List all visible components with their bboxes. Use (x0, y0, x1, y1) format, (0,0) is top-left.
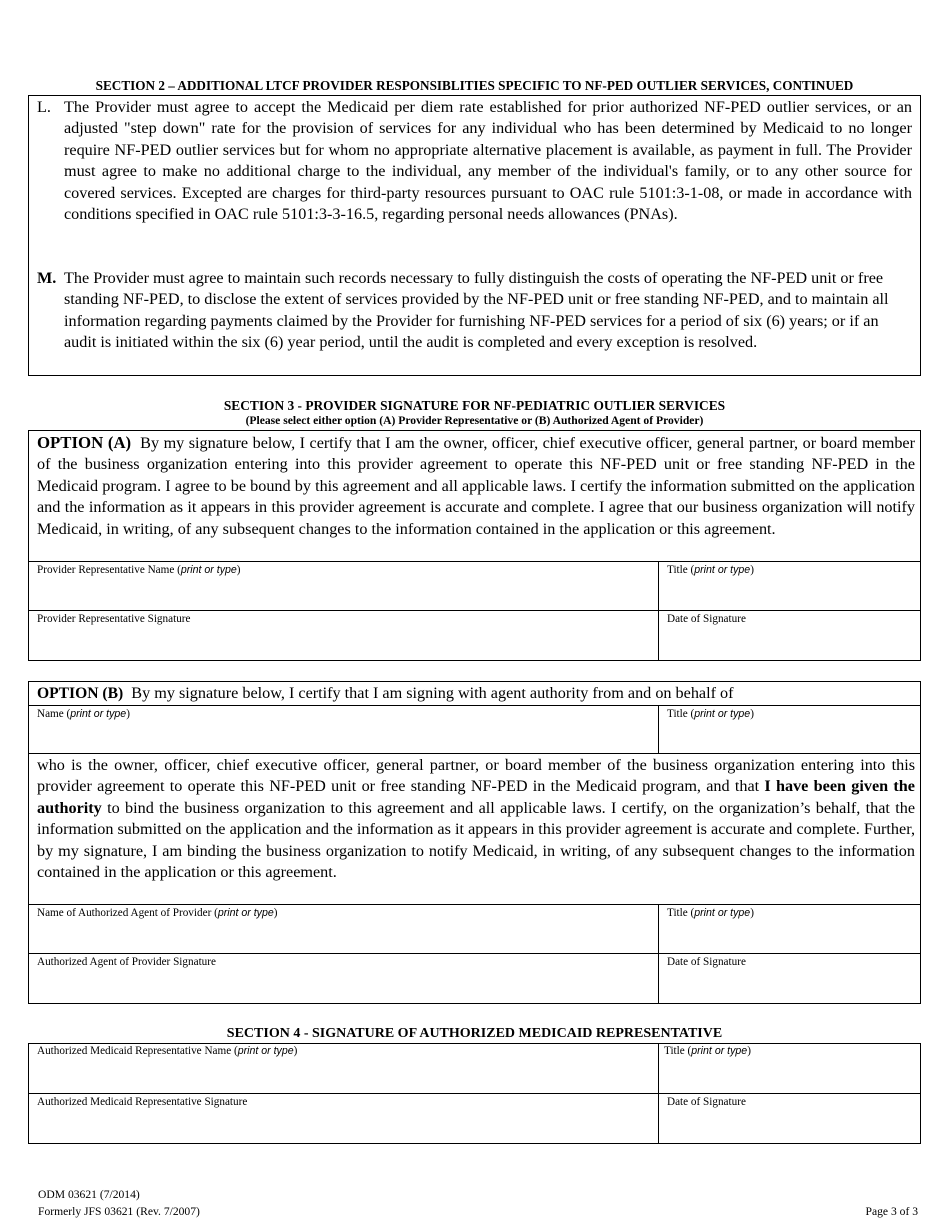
agent-principal-name-field[interactable] (29, 706, 659, 754)
print-or-type: print or type (70, 708, 127, 720)
agent-signature-label: Authorized Agent of Provider Signature (37, 956, 216, 968)
close-paren: ) (747, 1045, 751, 1057)
option-b-text-before: who is the owner, officer, chief executive officer, general partner, or board member of the business organization entering into this provider agreement to operate this NF-PED unit or free standing NF-PED in the Medicaid program, and that (37, 756, 915, 796)
medicaid-rep-name-label: Authorized Medicaid Representative Name ( (37, 1045, 238, 1057)
section-2-box (28, 95, 921, 376)
option-a-label: OPTION (A) (37, 433, 132, 452)
print-or-type: print or type (180, 564, 237, 576)
rep-signature-field[interactable] (29, 611, 659, 660)
option-b-label: OPTION (B) (37, 685, 124, 702)
section-4-title: SECTION 4 - SIGNATURE OF AUTHORIZED MEDICAID REPRESENTATIVE (226, 1026, 723, 1041)
option-b-statement (37, 755, 915, 883)
option-b-box (28, 681, 921, 1004)
close-paren: ) (273, 907, 278, 919)
rep-date-label: Date of Signature (667, 613, 746, 625)
medicaid-rep-name-field[interactable] (29, 1043, 659, 1093)
agent-title-field[interactable] (659, 905, 920, 954)
section-4-row-name (29, 1043, 920, 1093)
item-m (37, 268, 912, 354)
item-l (37, 97, 912, 225)
print-or-type: print or type (237, 1045, 294, 1057)
print-or-type: print or type (694, 907, 751, 919)
option-b-statement-row (29, 753, 920, 905)
agent-title-label: Title ( (667, 907, 695, 919)
option-b-row-name (29, 705, 920, 754)
option-a-row-signature (29, 610, 920, 660)
option-b-row-agent-name (29, 904, 920, 954)
rep-title-label: Title ( (667, 564, 695, 576)
option-b-text-bold: I have been given the authority (37, 777, 915, 817)
close-paren: ) (236, 564, 241, 576)
name-label: Name ( (37, 708, 71, 720)
close-paren: ) (750, 564, 754, 576)
option-a-statement: By my signature below, I certify that I am the owner, officer, chief executive officer, general partner, or board member of the business organization entering into this provider agreement to operate this NF-PED unit or free standing NF-PED in the Medicaid program. I agree to be bound by this agreement and all applicable laws. I certify the information submitted on the application and the information as it appears in this provider agreement is accurate and complete. I agree that our business organization will notify Medicaid, in writing, of any subsequent changes to the information contained in the application or this agreement. (37, 434, 915, 538)
print-or-type: print or type (217, 907, 274, 919)
option-a-text (37, 432, 915, 540)
close-paren: ) (750, 708, 754, 720)
section-3-subtitle: (Please select either option (A) Provider Representative or (B) Authorized Agent of Provider) (245, 414, 704, 427)
rep-signature-label: Provider Representative Signature (37, 613, 191, 625)
section-4-row-signature (29, 1093, 920, 1143)
title-label: Title ( (667, 708, 695, 720)
rep-name-label: Provider Representative Name ( (37, 564, 181, 576)
option-b-intro (37, 683, 915, 704)
medicaid-rep-date-label: Date of Signature (667, 1096, 746, 1108)
section-3-title: SECTION 3 - PROVIDER SIGNATURE FOR NF-PEDIATRIC OUTLIER SERVICES (223, 398, 726, 413)
print-or-type: print or type (694, 708, 751, 720)
rep-title-field[interactable] (659, 562, 920, 611)
agent-date-label: Date of Signature (667, 956, 746, 968)
medicaid-rep-title-label: Title ( (664, 1045, 692, 1057)
medicaid-rep-title-field[interactable] (659, 1043, 920, 1093)
footer-page-number: Page 3 of 3 (865, 1205, 918, 1218)
close-paren: ) (126, 708, 130, 720)
close-paren: ) (750, 907, 754, 919)
option-b-text-after: to bind the business organization to this agreement and all applicable laws. I certify, on the organization’s behalf, that the information submitted on the application and the information as it appears in this provider agreement is accurate and complete. Further, by my signature, I am binding the business organization to notify Medicaid, in writing, of any subsequent changes to the information contained in the application or this agreement. (37, 798, 915, 882)
rep-name-field[interactable] (29, 562, 659, 611)
option-b-row-agent-signature (29, 953, 920, 1003)
print-or-type: print or type (691, 1045, 748, 1057)
item-m-marker: M. (37, 269, 57, 287)
footer-form-number: ODM 03621 (7/2014) (38, 1188, 140, 1201)
section-4-box (28, 1043, 921, 1144)
item-l-text: The Provider must agree to accept the Medicaid per diem rate established for prior authorized NF-PED outlier services, or an adjusted "step down" rate for the provision of services for any individual who has been determined by Medicaid to no longer require NF-PED outlier services but for whom no appropriate alternative placement is available, as payment in full. The Provider must agree to make no additional charge to the individual, any member of the individual's family, or to any other source for covered services. Excepted are charges for third-party resources pursuant to OAC rule 5101:3-1-08, or made in accordance with conditions specified in OAC rule 5101:3-3-16.5, regarding personal needs allowances (PNAs). (64, 98, 912, 224)
medicaid-rep-signature-label: Authorized Medicaid Representative Signature (37, 1096, 248, 1108)
option-b-intro-text: By my signature below, I certify that I am signing with agent authority from and on behalf of (131, 684, 734, 702)
agent-date-field[interactable] (659, 954, 920, 1003)
medicaid-rep-signature-field[interactable] (29, 1094, 659, 1143)
agent-signature-field[interactable] (29, 954, 659, 1003)
agent-name-field[interactable] (29, 905, 659, 954)
item-l-marker: L. (37, 98, 51, 116)
option-a-box (28, 430, 921, 661)
option-a-row-name (29, 561, 920, 611)
agent-principal-title-field[interactable] (659, 706, 920, 754)
rep-date-field[interactable] (659, 611, 920, 660)
close-paren: ) (293, 1045, 298, 1057)
print-or-type: print or type (694, 564, 751, 576)
section-2-title: SECTION 2 – ADDITIONAL LTCF PROVIDER RESPONSIBLITIES SPECIFIC TO NF-PED OUTLIER SERVICES, CONTINUED (95, 78, 854, 93)
agent-name-label: Name of Authorized Agent of Provider ( (37, 907, 218, 919)
item-m-text: The Provider must agree to maintain such records necessary to fully distinguish the costs of operating the NF-PED unit or free standing NF-PED, to disclose the extent of services provided by the NF-PED unit or free standing NF-PED, and to maintain all information regarding payments claimed by the Provider for furnishing NF-PED services for a period of six (6) years; or if an audit is initiated within the six (6) year period, until the audit is completed and every exception is resolved. (64, 269, 889, 352)
medicaid-rep-date-field[interactable] (659, 1094, 920, 1143)
footer-formerly: Formerly JFS 03621 (Rev. 7/2007) (38, 1205, 200, 1218)
